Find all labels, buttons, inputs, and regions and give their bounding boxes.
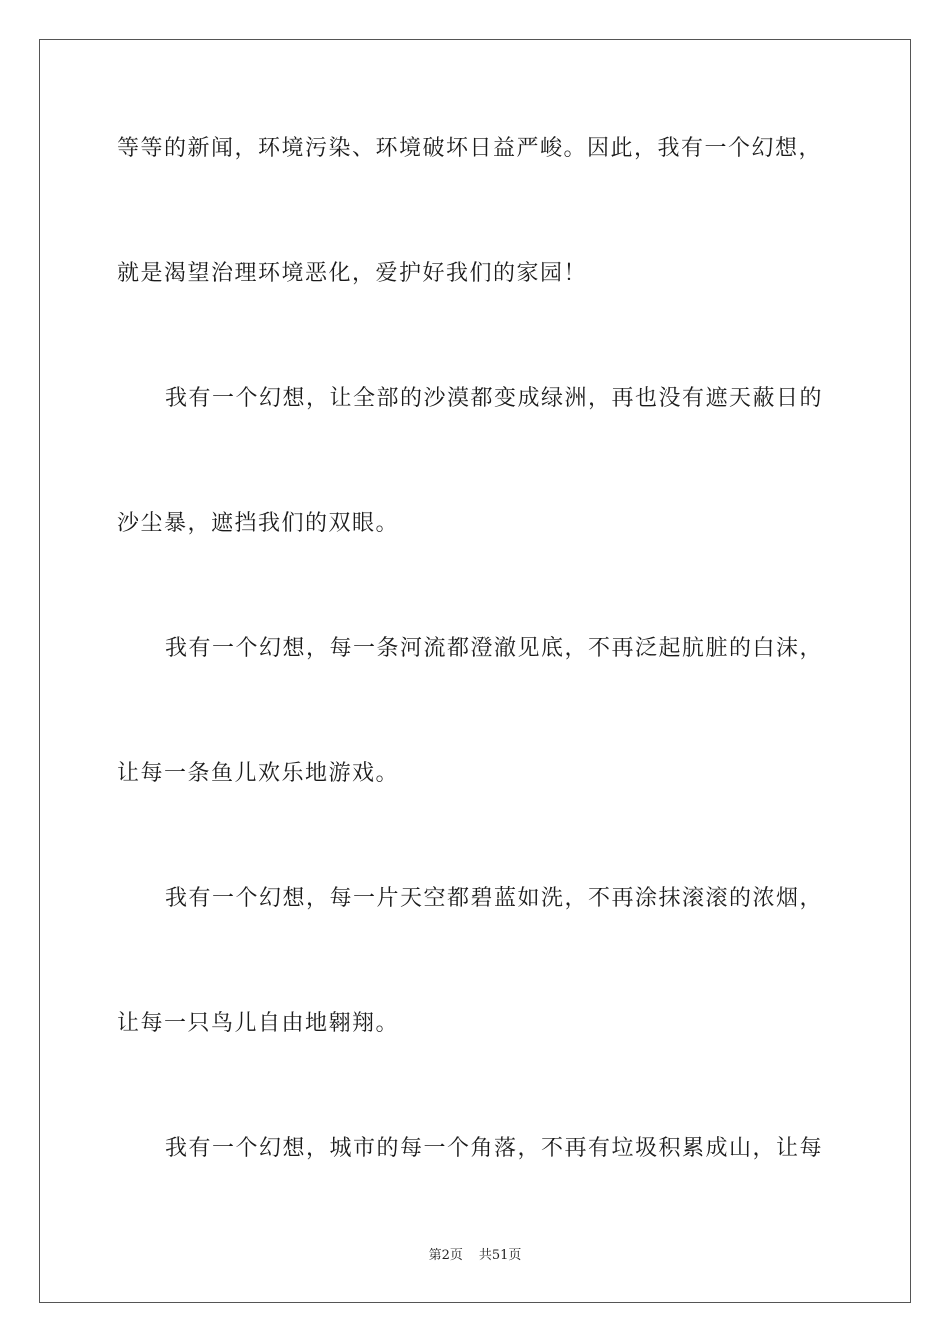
- text-line-6: 让每一条鱼儿欢乐地游戏。: [117, 761, 400, 786]
- total-pages: 共51页: [478, 1248, 522, 1263]
- text-line-9: 我有一个幻想，城市的每一个角落，不再有垃圾积累成山，让每: [165, 1136, 824, 1161]
- text-line-7: 我有一个幻想，每一片天空都碧蓝如洗，不再涂抹滚滚的浓烟，: [165, 886, 824, 911]
- page-number: 第2页: [428, 1248, 463, 1263]
- text-line-4: 沙尘暴，遮挡我们的双眼。: [117, 511, 400, 536]
- text-line-8: 让每一只鸟儿自由地翱翔。: [117, 1011, 400, 1036]
- text-line-5: 我有一个幻想，每一条河流都澄澈见底，不再泛起肮脏的白沫，: [165, 636, 824, 661]
- page-frame: [39, 39, 911, 1303]
- text-line-1: 等等的新闻，环境污染、环境破坏日益严峻。因此，我有一个幻想，: [117, 136, 823, 161]
- text-line-2: 就是渴望治理环境恶化，爱护好我们的家园！: [117, 261, 588, 286]
- page-footer: [0, 1248, 950, 1264]
- text-line-3: 我有一个幻想，让全部的沙漠都变成绿洲，再也没有遮天蔽日的: [165, 386, 824, 411]
